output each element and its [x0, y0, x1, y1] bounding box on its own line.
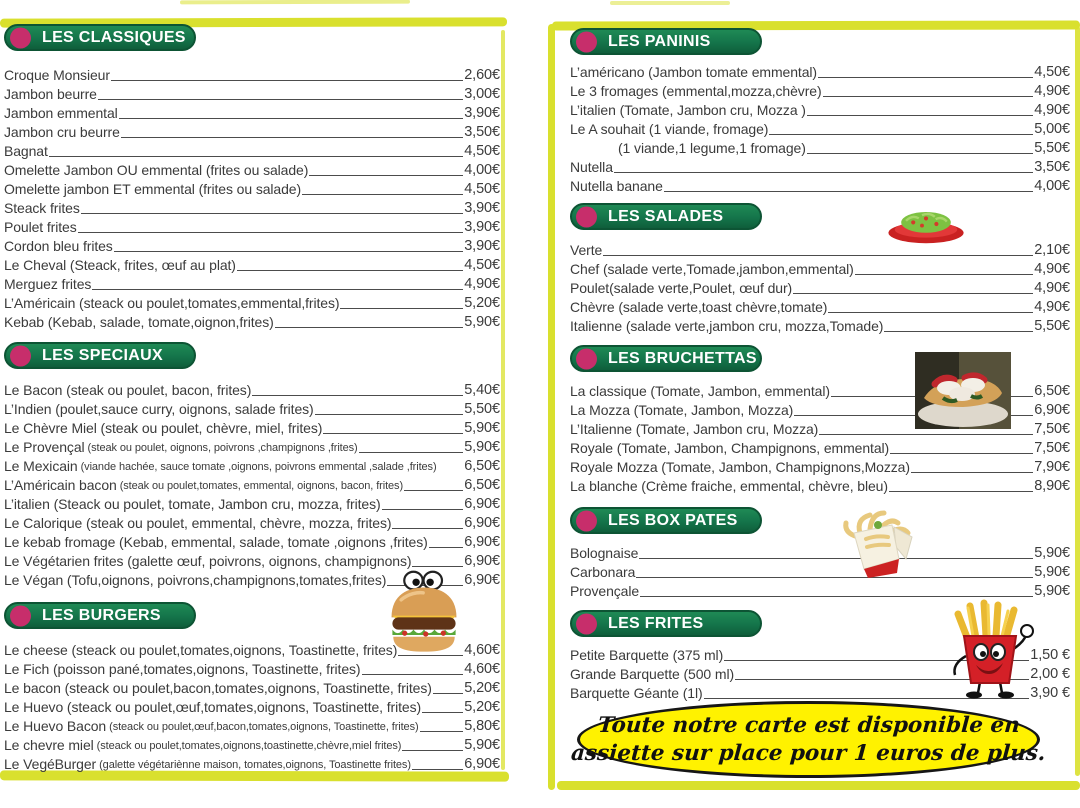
item-name: La classique (Tomate, Jambon, emmental)	[570, 383, 830, 399]
item-name: Croque Monsieur	[4, 67, 110, 83]
item-price: 5,20€	[464, 699, 500, 715]
menu-item	[4, 103, 500, 122]
pink-dot-icon	[576, 206, 597, 227]
item-name: Le cheese (steack ou poulet,tomates,oignons, Toastinette, frites)	[4, 642, 398, 658]
menu-item	[4, 274, 500, 293]
item-name: Poulet(salade verte,Poulet, œuf dur)	[570, 280, 793, 296]
item-name: Jambon beurre	[4, 86, 97, 102]
item-name: Bolognaise	[570, 545, 639, 561]
item-name: Le A souhait (1 viande, fromage)	[570, 121, 769, 137]
section-header	[4, 24, 196, 51]
menu-item	[4, 293, 500, 312]
pink-dot-icon	[10, 345, 31, 366]
item-price: 4,00€	[464, 162, 500, 178]
section-les-box-pates	[570, 507, 1070, 600]
item-price: 5,50€	[1034, 318, 1070, 334]
menu-item	[4, 678, 500, 697]
item-price: 5,90€	[464, 314, 500, 330]
section-les-paninis	[570, 28, 1070, 195]
leader-line	[309, 175, 463, 176]
menu-item	[570, 81, 1070, 100]
menu-item	[4, 659, 500, 678]
menu-item	[4, 255, 500, 274]
leader-line	[252, 395, 463, 396]
leader-line	[889, 491, 1033, 492]
item-price: 3,50€	[1034, 159, 1070, 175]
menu-item	[4, 84, 500, 103]
leader-line	[433, 693, 463, 694]
availability-note	[570, 701, 1047, 778]
item-price: 5,50€	[464, 401, 500, 417]
item-price: 7,50€	[1034, 440, 1070, 456]
item-name: Le Bacon (steak ou poulet, bacon, frites)	[4, 382, 252, 398]
pink-dot-icon	[576, 348, 597, 369]
menu-item	[4, 716, 500, 735]
item-price: 6,50€	[464, 458, 500, 474]
item-name: Jambon emmental	[4, 105, 118, 121]
leader-line	[819, 434, 1033, 435]
pink-dot-icon	[10, 605, 31, 626]
item-desc: (galette végétariènne maison, tomates,oignons, Toastinette frites)	[99, 759, 411, 771]
item-name: (1 viande,1 legume,1 fromage)	[618, 140, 806, 156]
item-price: 3,90€	[464, 219, 500, 235]
item-name: Merguez frites	[4, 276, 92, 292]
menu-item	[4, 418, 500, 437]
menu-item	[4, 160, 500, 179]
item-price: 5,90€	[1034, 583, 1070, 599]
section-title: LES BURGERS	[42, 606, 161, 624]
item-desc: (viande hachée, sauce tomate ,oignons, poivrons emmental ,salade ,frites)	[80, 461, 437, 473]
section-les-speciaux	[4, 342, 500, 589]
item-price: 6,90€	[464, 553, 500, 569]
item-price: 5,90€	[464, 439, 500, 455]
item-price: 2,60€	[464, 67, 500, 83]
item-name: Provençale	[570, 583, 640, 599]
leader-line	[429, 547, 464, 548]
leader-line	[855, 274, 1033, 275]
menu-item	[4, 735, 500, 754]
menu-item	[570, 100, 1070, 119]
item-price: 2,00 €	[1030, 666, 1070, 682]
leader-line	[404, 490, 463, 491]
menu-item	[570, 562, 1070, 581]
item-price: 5,90€	[1034, 564, 1070, 580]
menu-item	[4, 312, 500, 331]
leader-line	[392, 528, 463, 529]
item-price: 8,90€	[1034, 478, 1070, 494]
item-price: 4,90€	[1034, 102, 1070, 118]
item-name: L’italien (Tomate, Jambon cru, Mozza )	[570, 102, 806, 118]
leader-line	[111, 80, 463, 81]
leader-line	[382, 509, 464, 510]
item-price: 4,90€	[464, 276, 500, 292]
item-price: 4,50€	[1034, 64, 1070, 80]
section-header	[4, 602, 196, 629]
leader-line	[275, 327, 464, 328]
menu-item	[570, 176, 1070, 195]
section-header	[4, 342, 196, 369]
item-price: 1,50 €	[1030, 647, 1070, 663]
menu-item	[570, 297, 1070, 316]
item-name: Petite Barquette (375 ml)	[570, 647, 724, 663]
menu-item	[4, 141, 500, 160]
item-price: 4,60€	[464, 642, 500, 658]
item-name: La blanche (Crème fraiche, emmental, chèvre, bleu)	[570, 478, 888, 494]
menu-left-page	[0, 0, 512, 808]
menu-item	[570, 457, 1070, 476]
leader-line	[420, 731, 464, 732]
menu-item-list	[570, 240, 1070, 335]
item-desc: (steack ou poulet,œuf,bacon,tomates,oignons, Toastinette, frites)	[109, 721, 419, 733]
item-price: 5,80€	[464, 718, 500, 734]
menu-item	[4, 399, 500, 418]
menu-item	[4, 551, 500, 570]
section-les-classiques	[4, 24, 500, 331]
item-name: Royale Mozza (Tomate, Jambon, Champignons,Mozza)	[570, 459, 910, 475]
item-price: 3,90€	[464, 238, 500, 254]
menu-item-list	[570, 62, 1070, 195]
item-price: 6,50€	[464, 477, 500, 493]
menu-item-list	[4, 640, 500, 773]
leader-line	[793, 293, 1033, 294]
item-desc: (steak ou poulet,tomates, emmental, oignons, bacon, frites)	[119, 480, 404, 492]
item-price: 4,00€	[1034, 178, 1070, 194]
pink-dot-icon	[576, 510, 597, 531]
leader-line	[422, 712, 463, 713]
menu-item	[570, 316, 1070, 335]
leader-line	[237, 270, 463, 271]
menu-item-list	[4, 65, 500, 331]
item-name: L’Américain (steack ou poulet,tomates,emmental,frites)	[4, 295, 340, 311]
section-header	[570, 610, 762, 637]
item-price: 4,50€	[464, 181, 500, 197]
item-name: Le Fich (poisson pané,tomates,oignons, Toastinette, frites)	[4, 661, 361, 677]
item-price: 6,90€	[464, 515, 500, 531]
section-title: LES CLASSIQUES	[42, 28, 186, 46]
item-name: Chèvre (salade verte,toast chèvre,tomate)	[570, 299, 828, 315]
item-price: 5,50€	[1034, 140, 1070, 156]
section-title: LES SALADES	[608, 207, 724, 225]
section-title: LES PANINIS	[608, 32, 711, 50]
leader-line	[98, 99, 463, 100]
item-name: Le Végan (Tofu,oignons, poivrons,champignons,tomates,frites)	[4, 572, 387, 588]
section-title: LES BRUCHETTAS	[608, 349, 757, 367]
item-name: Le Végétarien frites (galette œuf, poivrons, oignons, champignons)	[4, 553, 412, 569]
item-name: L’américano (Jambon tomate emmental)	[570, 64, 817, 80]
item-price: 6,90€	[464, 756, 500, 772]
leader-line	[362, 674, 464, 675]
item-name: Jambon cru beurre	[4, 124, 120, 140]
leader-line	[49, 156, 463, 157]
item-price: 7,90€	[1034, 459, 1070, 475]
item-price: 4,90€	[1034, 261, 1070, 277]
item-name: Le Calorique (steak ou poulet, emmental, chèvre, mozza, frites)	[4, 515, 392, 531]
note-line-2: assiette sur place pour 1 euros de plus.	[570, 740, 1047, 766]
menu-item	[570, 157, 1070, 176]
item-name: Nutella	[570, 159, 613, 175]
fries-mascot-icon	[946, 598, 1034, 700]
leader-line	[640, 596, 1033, 597]
item-name: Le Provençal	[4, 439, 85, 455]
item-price: 6,90€	[1034, 402, 1070, 418]
leader-line	[119, 118, 464, 119]
leader-line	[302, 194, 463, 195]
leader-line	[823, 96, 1034, 97]
item-price: 5,90€	[464, 420, 500, 436]
leader-line	[818, 77, 1033, 78]
leader-line	[603, 255, 1033, 256]
menu-item	[4, 217, 500, 236]
item-price: 6,50€	[1034, 383, 1070, 399]
section-les-salades	[570, 203, 1070, 335]
item-name: L’italien (Steack ou poulet, tomate, Jambon cru, mozza, frites)	[4, 496, 381, 512]
menu-item-list	[570, 543, 1070, 600]
item-name: Le Mexicain	[4, 458, 78, 474]
menu-item	[570, 543, 1070, 562]
menu-item	[570, 119, 1070, 138]
menu-item	[570, 259, 1070, 278]
item-name: Le chevre miel	[4, 737, 94, 753]
item-price: 4,90€	[1034, 83, 1070, 99]
section-title: LES FRITES	[608, 614, 704, 632]
pink-dot-icon	[576, 31, 597, 52]
menu-item	[4, 475, 500, 494]
section-header	[570, 345, 762, 372]
item-name: Omelette jambon ET emmental (frites ou salade)	[4, 181, 302, 197]
item-name: Poulet frites	[4, 219, 77, 235]
section-header	[570, 203, 762, 230]
leader-line	[614, 172, 1033, 173]
item-price: 3,50€	[464, 124, 500, 140]
item-price: 5,90€	[464, 737, 500, 753]
leader-line	[664, 191, 1033, 192]
item-name: Verte	[570, 242, 603, 258]
pink-dot-icon	[576, 613, 597, 634]
item-desc: (steak ou poulet, oignons, poivrons ,champignons ,frites)	[87, 442, 358, 454]
menu-item	[570, 240, 1070, 259]
item-name: Le Chèvre Miel (steak ou poulet, chèvre, miel, frites)	[4, 420, 323, 436]
section-title: LES BOX PATES	[608, 511, 738, 529]
leader-line	[359, 452, 464, 453]
menu-item	[4, 697, 500, 716]
menu-item	[4, 437, 500, 456]
section-title: LES SPECIAUX	[42, 346, 163, 364]
leader-line	[78, 232, 464, 233]
item-name: Kebab (Kebab, salade, tomate,oignon,frites)	[4, 314, 274, 330]
item-name: L’Indien (poulet,sauce curry, oignons, salade frites)	[4, 401, 314, 417]
leader-line	[890, 453, 1033, 454]
menu-item	[4, 532, 500, 551]
burger-icon	[380, 570, 468, 656]
item-price: 6,90€	[464, 496, 500, 512]
item-price: 4,50€	[464, 257, 500, 273]
item-price: 5,90€	[1034, 545, 1070, 561]
leader-line	[636, 577, 1033, 578]
leader-line	[323, 433, 463, 434]
menu-item	[4, 65, 500, 84]
item-desc: (steack ou poulet,tomates,oignons,toastinette,chèvre,miel frites)	[96, 740, 402, 752]
item-price: 4,90€	[1034, 280, 1070, 296]
item-price: 3,00€	[464, 86, 500, 102]
item-name: Carbonara	[570, 564, 636, 580]
menu-item-list	[4, 380, 500, 589]
menu-item	[570, 438, 1070, 457]
menu-item	[4, 456, 500, 475]
item-price: 4,60€	[464, 661, 500, 677]
leader-line	[402, 750, 463, 751]
leader-line	[884, 331, 1033, 332]
item-name: L’Italienne (Tomate, Jambon cru, Mozza)	[570, 421, 819, 437]
leader-line	[769, 134, 1033, 135]
leader-line	[114, 251, 464, 252]
item-price: 7,50€	[1034, 421, 1070, 437]
item-name: Cordon bleu frites	[4, 238, 113, 254]
item-price: 3,90 €	[1030, 685, 1070, 701]
item-name: Le bacon (steack ou poulet,bacon,tomates,oignons, Toastinette, frites)	[4, 680, 432, 696]
menu-item	[4, 198, 500, 217]
leader-line	[81, 213, 463, 214]
bruschetta-photo	[915, 352, 1011, 429]
menu-item	[4, 179, 500, 198]
note-line-1: Toute notre carte est disponible en	[596, 712, 1021, 738]
item-price: 6,90€	[464, 534, 500, 550]
leader-line	[807, 115, 1033, 116]
item-name: Italienne (salade verte,jambon cru, mozza,Tomade)	[570, 318, 884, 334]
item-name: Bagnat	[4, 143, 48, 159]
leader-line	[828, 312, 1033, 313]
item-name: Le Huevo Bacon	[4, 718, 107, 734]
item-name: La Mozza (Tomate, Jambon, Mozza)	[570, 402, 794, 418]
item-name: Grande Barquette (500 ml)	[570, 666, 735, 682]
item-name: Le Huevo (steack ou poulet,œuf,tomates,oignons, Toastinette, frites)	[4, 699, 422, 715]
leader-line	[412, 566, 463, 567]
menu-item	[570, 62, 1070, 81]
item-name: Le 3 fromages (emmental,mozza,chèvre)	[570, 83, 822, 99]
leader-line	[121, 137, 463, 138]
section-header	[570, 28, 762, 55]
item-price: 4,50€	[464, 143, 500, 159]
item-name: Steack frites	[4, 200, 80, 216]
item-price: 5,20€	[464, 680, 500, 696]
leader-line	[807, 153, 1033, 154]
pink-dot-icon	[10, 27, 31, 48]
item-name: L’Américain bacon	[4, 477, 117, 493]
item-name: Le Cheval (Steack, frites, œuf au plat)	[4, 257, 236, 273]
item-name: Le VegéBurger	[4, 756, 97, 772]
menu-item	[570, 138, 1070, 157]
item-price: 3,90€	[464, 105, 500, 121]
menu-item	[570, 278, 1070, 297]
item-name: Le kebab fromage (Kebab, emmental, salade, tomate ,oignons ,frites)	[4, 534, 428, 550]
item-name: Barquette Géante (1l)	[570, 685, 703, 701]
menu-item	[4, 380, 500, 399]
leader-line	[911, 472, 1033, 473]
item-name: Chef (salade verte,Tomade,jambon,emmental)	[570, 261, 854, 277]
menu-item	[4, 236, 500, 255]
item-name: Nutella banane	[570, 178, 663, 194]
item-price: 6,90€	[464, 572, 500, 588]
item-name: Royale (Tomate, Jambon, Champignons, emmental)	[570, 440, 890, 456]
salad-plate-icon	[886, 203, 966, 245]
menu-item	[4, 494, 500, 513]
item-price: 3,90€	[464, 200, 500, 216]
item-price: 2,10€	[1034, 242, 1070, 258]
item-price: 5,40€	[464, 382, 500, 398]
item-name: Omelette Jambon OU emmental (frites ou salade)	[4, 162, 309, 178]
pasta-box-icon	[836, 503, 918, 578]
leader-line	[315, 414, 464, 415]
menu-item	[4, 754, 500, 773]
item-price: 5,20€	[464, 295, 500, 311]
item-price: 4,90€	[1034, 299, 1070, 315]
leader-line	[92, 289, 463, 290]
menu-item	[4, 513, 500, 532]
leader-line	[340, 308, 463, 309]
leader-line	[412, 769, 463, 770]
section-header	[570, 507, 762, 534]
item-price: 5,00€	[1034, 121, 1070, 137]
menu-item	[4, 122, 500, 141]
menu-item	[570, 476, 1070, 495]
